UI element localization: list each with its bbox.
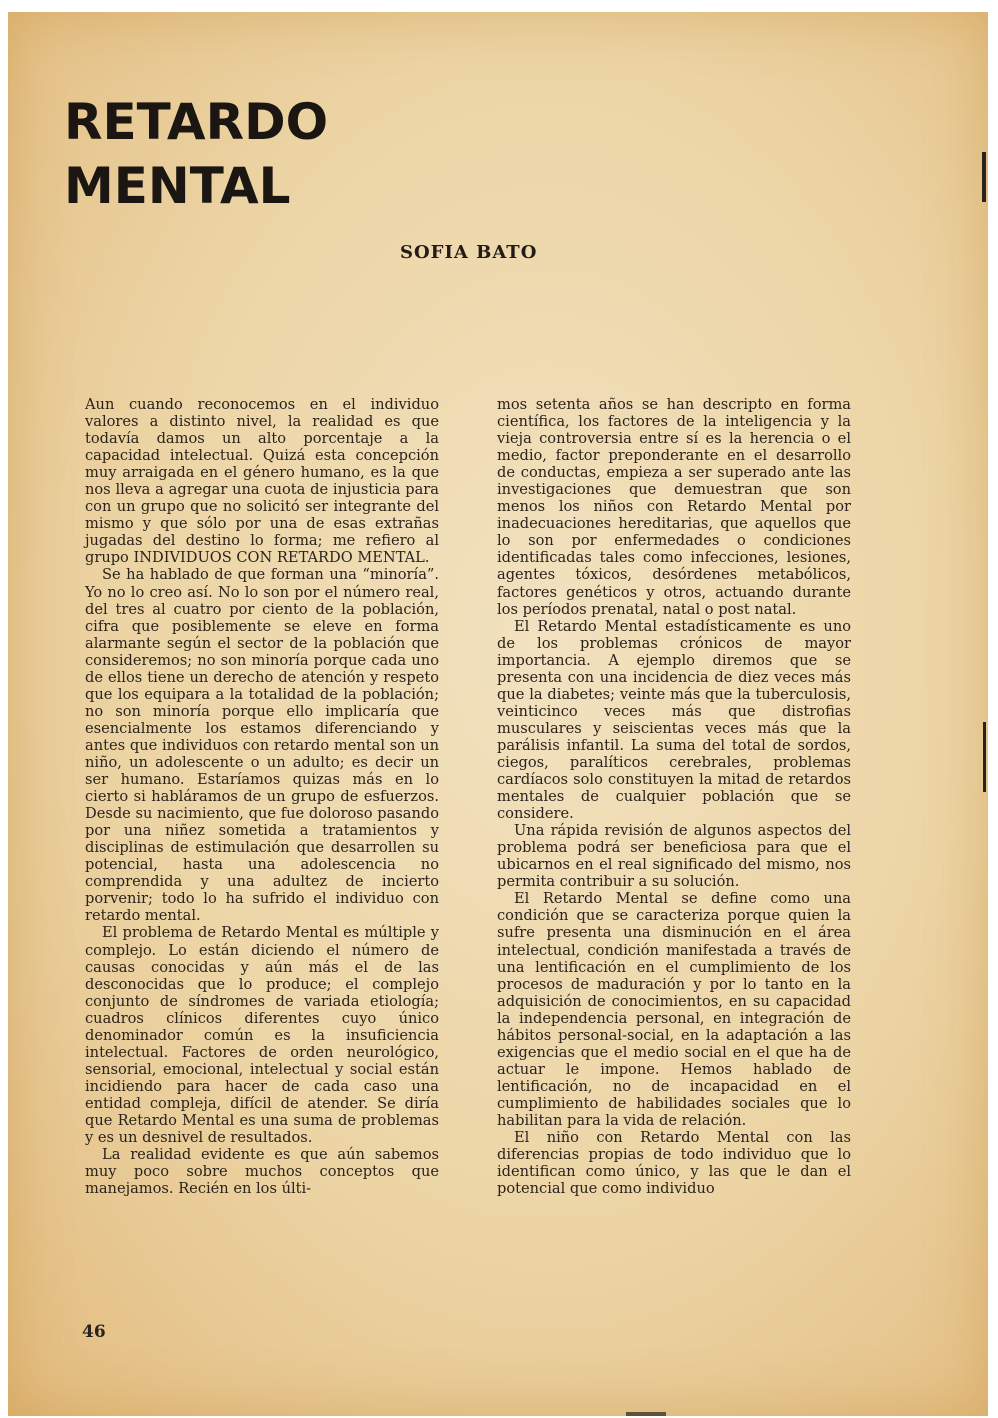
paragraph: Una rápida revisión de algunos aspectos del problema podrá ser beneficiosa para que el ubicarnos en el real significado del mismo, nos permita contribuir a su solución. <box>497 822 851 891</box>
paragraph: El Retardo Mental se define como una condición que se caracteriza porque quien la sufre presenta una disminución en el área intelectual, condición manifestada a través de una lentificación en el cumplimiento de los procesos de maduración y por lo tanto en la adquisición de conocimientos, en su capacidad la independencia personal, en integración de hábitos personal-social, en la adaptación a las exigencias que el medio social en el que ha de actuar le impone. Hemos hablado de lentificación, no de incapacidad en el cumplimiento de habilidades sociales que lo habilitan para la vida de relación. <box>497 890 851 1129</box>
article-title <box>64 90 328 218</box>
left-column <box>85 396 439 1197</box>
magazine-page <box>8 12 988 1416</box>
page-number: 46 <box>82 1322 106 1342</box>
edge-mark <box>983 722 986 792</box>
right-column <box>497 396 851 1197</box>
paragraph: El problema de Retardo Mental es múltiple y complejo. Lo están diciendo el número de causas conocidas y aún más el de las desconocidas que lo produce; el complejo conjunto de síndromes de variada etiología; cuadros clínicos diferentes cuyo único denominador común es la insuficiencia intelectual. Factores de orden neurológico, sensorial, emocional, intelectual y social están incidiendo para hacer de cada caso una entidad compleja, difícil de atender. Se diría que Retardo Mental es una suma de problemas y es un desnivel de resultados. <box>85 924 439 1147</box>
paragraph: La realidad evidente es que aún sabemos muy poco sobre muchos conceptos que manejamos. Recién en los últi- <box>85 1146 439 1198</box>
title-line-2: MENTAL <box>64 157 291 215</box>
paragraph: Aun cuando reconocemos en el individuo valores a distinto nivel, la realidad es que todavía damos un alto porcentaje a la capacidad intelectual. Quizá esta concepción muy arraigada en el género humano, es la que nos lleva a agregar una cuota de injusticia para con un grupo que no solicitó ser integrante del mismo y que sólo por una de esas extrañas jugadas del destino lo forma; me refiero al grupo INDIVIDUOS CON RETARDO MENTAL. <box>85 396 439 567</box>
paragraph: Se ha hablado de que forman una “minoría”. Yo no lo creo así. No lo son por el número real, del tres al cuatro por ciento de la población, cifra que posiblemente se eleve en forma alarmante según el sector de la población que consideremos; no son minoría porque cada uno de ellos tiene un derecho de atención y respeto que los equipara a la totalidad de la población; no son minoría porque ello implicaría que esencialmente los estamos diferenciando y antes que individuos con retardo mental son un niño, un adolescente o un adulto; es decir un ser humano. Estaríamos quizas más en lo cierto si habláramos de un grupo de esfuerzos. Desde su nacimiento, que fue doloroso pasando por una niñez sometida a tratamientos y disciplinas de estimulación que desarrollen su potencial, hasta una adolescencia no comprendida y una adultez de incierto porvenir; todo lo ha sufrido el individuo con retardo mental. <box>85 566 439 925</box>
edge-mark <box>982 152 986 202</box>
paragraph: El niño con Retardo Mental con las diferencias propias de todo individuo que lo identifican como único, y las que le dan el potencial que como individuo <box>497 1129 851 1198</box>
author-name: SOFIA BATO <box>400 242 538 263</box>
paragraph: El Retardo Mental estadísticamente es uno de los problemas crónicos de mayor importancia. A ejemplo diremos que se presenta con una incidencia de diez veces más que la diabetes; veinte más que la tuberculosis, veinticinco veces más que distrofias musculares y seiscientas veces más que la parálisis infantil. La suma del total de sordos, ciegos, paralíticos cerebrales, problemas cardíacos solo constituyen la mitad de retardos mentales de cualquier población que se considere. <box>497 617 851 823</box>
paragraph: mos setenta años se han descripto en forma científica, los factores de la inteligencia y la vieja controversia entre sí es la herencia o el medio, factor preponderante en el desarrollo de conductas, empieza a ser superado ante las investigaciones que demuestran que son menos los niños con Retardo Mental por inadecuaciones hereditarias, que aquellos que lo son por enfermedades o condiciones identificadas tales como infecciones, lesiones, agentes tóxicos, desórdenes metabólicos, factores genéticos y otros, actuando durante los períodos prenatal, natal o post natal. <box>497 396 851 618</box>
title-line-1: RETARDO <box>64 93 329 151</box>
edge-mark <box>626 1412 666 1416</box>
